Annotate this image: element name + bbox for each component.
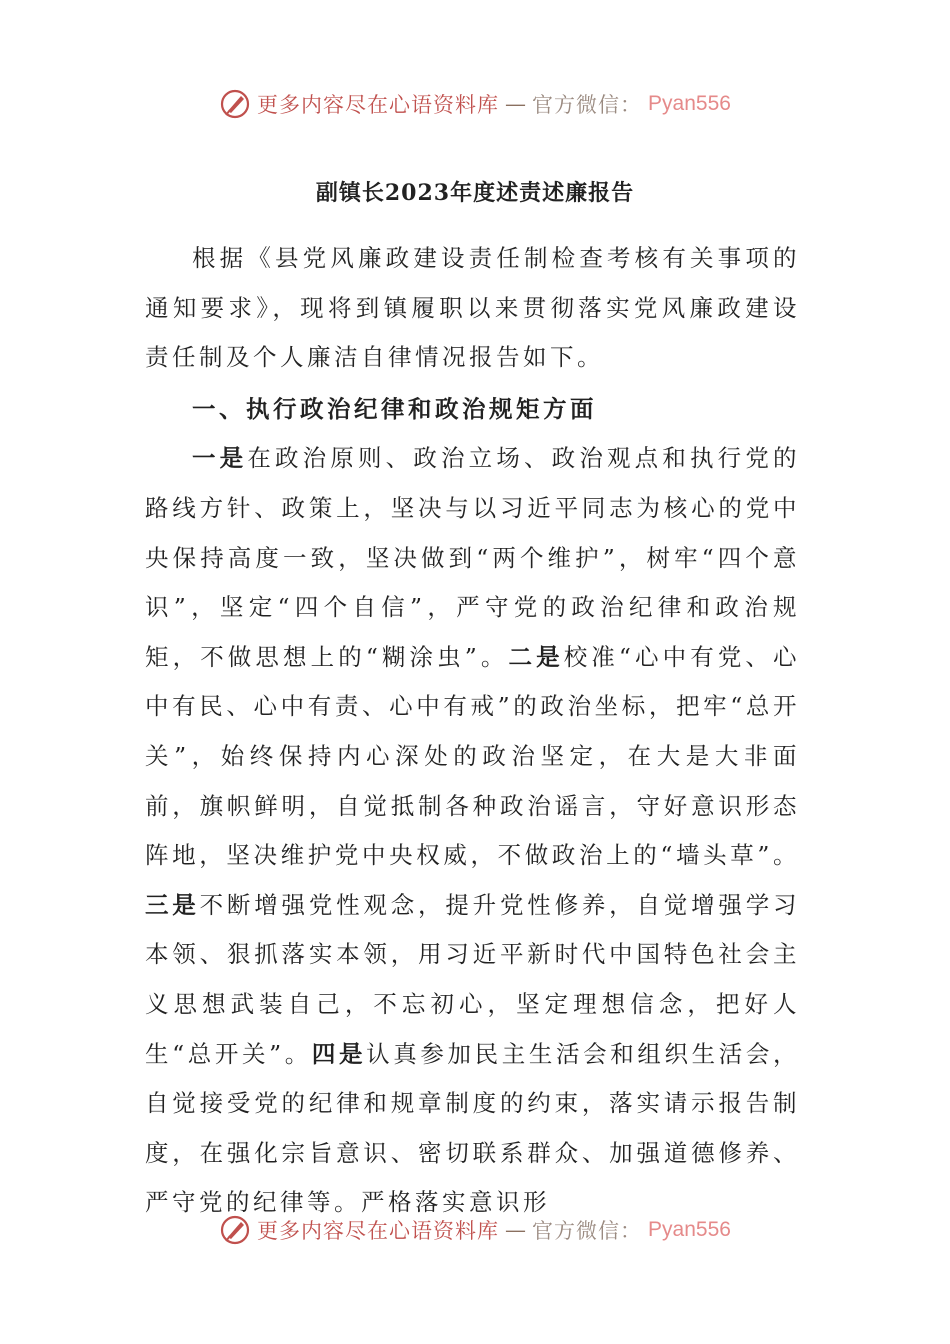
intro-paragraph: 根据《县党风廉政建设责任制检查考核有关事项的通知要求》，现将到镇履职以来贯彻落实党风廉政建设责任制及个人廉洁自律情况报告如下。 xyxy=(145,244,800,372)
banner-text: 更多内容尽在心语资料库 xyxy=(257,93,500,117)
footer-watermark-banner xyxy=(0,1210,950,1250)
point-label: 三是 xyxy=(145,890,200,919)
banner-separator: — xyxy=(505,1218,527,1242)
section-paragraph xyxy=(145,434,800,1228)
banner-contact-id: Pyan556 xyxy=(648,1218,731,1241)
banner-text: 更多内容尽在心语资料库 xyxy=(257,1219,500,1243)
point-text: 认真参加民主生活会和组织生活会，自觉接受党的纪律和规章制度的约束，落实请示报告制度，在强化宗旨意识、密切联系群众、加强道德修养、严守党的纪律等。严格落实意识形 xyxy=(145,1039,801,1217)
document-body xyxy=(145,234,800,1228)
quill-logo-icon xyxy=(219,88,251,120)
point-text: 不断增强党性观念，提升党性修养，自觉增强学习本领、狠抓落实本领，用习近平新时代中国特色社会主义思想武装自己，不忘初心，坚定理想信念，把好人生“总开关”。 xyxy=(145,890,800,1068)
point-label: 一是 xyxy=(192,444,248,473)
section-heading: 一、执行政治纪律和政治规矩方面 xyxy=(192,394,597,423)
banner-contact-label: 官方微信： xyxy=(532,1219,643,1243)
banner-separator: — xyxy=(505,92,527,116)
document-title: 副镇长2023年度述责述廉报告 xyxy=(315,180,635,206)
banner-contact-id: Pyan556 xyxy=(648,92,731,115)
point-text: 在政治原则、政治立场、政治观点和执行党的路线方针、政策上，坚决与以习近平同志为核心的党中央保持高度一致，坚决做到“两个维护”，树牢“四个意识”，坚定“四个自信”，严守党的政治纪律和政治规矩，不做思想上的“糊涂虫”。 xyxy=(145,444,801,671)
banner-contact-label: 官方微信： xyxy=(532,93,643,117)
quill-logo-icon xyxy=(219,1214,251,1246)
point-label: 四是 xyxy=(311,1039,367,1068)
point-label: 二是 xyxy=(508,642,564,671)
header-watermark-banner xyxy=(0,84,950,124)
point-text: 校准“心中有党、心中有民、心中有责、心中有戒”的政治坐标，把牢“总开关”，始终保持内心深处的政治坚定，在大是大非面前，旗帜鲜明，自觉抵制各种政治谣言，守好意识形态阵地，坚决维护党中央权威，不做政治上的“墙头草”。 xyxy=(145,642,801,870)
